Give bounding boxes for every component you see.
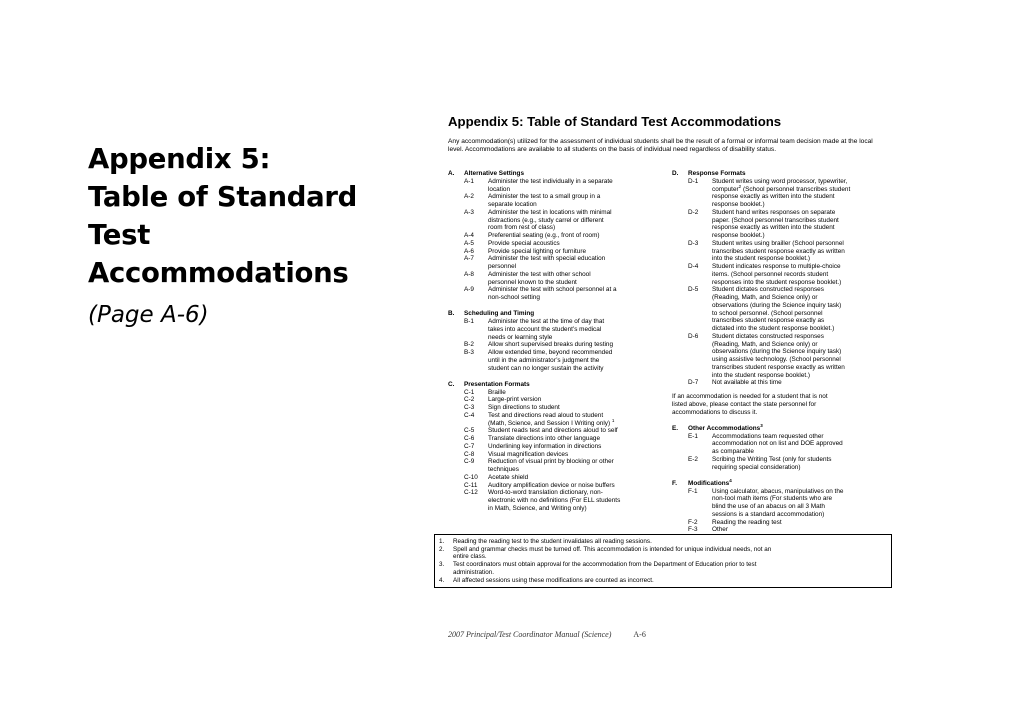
section-title	[688, 422, 763, 433]
item-line: transcribes student response exactly as	[712, 317, 825, 325]
section-gap	[672, 416, 894, 425]
item-line: to school personnel. (School personnel	[712, 309, 823, 317]
item-code: A-8	[464, 270, 474, 278]
footnote-number: 2.	[439, 545, 445, 553]
item-text	[712, 286, 894, 333]
item-line: Sign directions to student	[488, 404, 560, 411]
accommodation-item	[448, 443, 673, 451]
item-line: sessions is a standard accommodation)	[712, 510, 825, 518]
item-line: room from rest of class)	[488, 224, 556, 232]
item-code: C-3	[464, 404, 475, 411]
unlisted-accommodation-note	[672, 393, 894, 416]
accommodation-item	[672, 333, 894, 380]
item-line: Large-print version	[488, 396, 542, 404]
page-footer	[448, 630, 646, 639]
footnotes-box	[434, 534, 892, 588]
section-heading	[448, 170, 673, 178]
item-code: C-5	[464, 427, 475, 435]
item-code: D-4	[688, 263, 699, 270]
item-line: distractions (e.g., study carrel or different	[488, 216, 604, 224]
item-code: A-3	[464, 208, 474, 216]
section-title	[464, 310, 534, 318]
item-text	[488, 412, 673, 428]
item-code: C-10	[464, 473, 478, 481]
accommodation-item	[672, 263, 894, 286]
item-text	[712, 209, 894, 240]
item-text	[712, 526, 894, 534]
section-title	[688, 170, 746, 178]
section-letter: E.	[672, 424, 679, 432]
item-line-text: (Math, Science, and Session I Writing only)	[488, 419, 611, 427]
item-line: Not available at this time	[712, 379, 782, 387]
item-text	[488, 489, 673, 512]
accommodation-item	[448, 396, 673, 404]
item-text	[488, 389, 673, 397]
item-line: observations (during the Science inquiry task)	[712, 301, 842, 309]
item-line: Administer the test with special education	[488, 255, 606, 263]
item-text	[488, 318, 673, 341]
section-letter: D.	[672, 170, 679, 177]
item-text	[488, 482, 673, 490]
slide-title-line: Test	[88, 219, 151, 251]
item-line: non-tool math items (For students who are	[712, 495, 833, 503]
item-line: items. (School personnel records student	[712, 270, 829, 278]
item-code: C-4	[464, 411, 475, 419]
item-text	[488, 451, 673, 459]
item-text	[488, 286, 673, 302]
accommodation-item	[448, 271, 673, 287]
item-text	[488, 458, 673, 474]
accommodation-item	[672, 178, 894, 209]
accommodation-item	[672, 286, 894, 333]
item-line: using assistive technology. (School personnel	[712, 356, 841, 363]
item-text	[712, 456, 894, 472]
item-code: A-6	[464, 247, 474, 255]
document-intro: Any accommodation(s) utilized for the assessment of individual students shall be the result of a formal or informal team decision made at the local level. Accommodations are available to all students on the basis of individual need regardless of disability status.	[448, 138, 873, 153]
item-text	[488, 443, 673, 451]
item-code: C-11	[464, 481, 478, 489]
item-text	[488, 178, 673, 194]
accommodation-item	[448, 240, 673, 248]
item-line	[488, 417, 673, 428]
item-line: dictated into the student response booklet.)	[712, 325, 835, 332]
item-code: E-1	[688, 432, 698, 440]
section-gap	[672, 471, 894, 480]
item-text	[488, 341, 673, 349]
item-line: into the student response booklet.)	[712, 255, 811, 263]
item-code: C-7	[464, 442, 475, 450]
footnote-text	[453, 538, 652, 546]
accommodation-item	[672, 433, 894, 456]
item-text	[488, 271, 673, 287]
item-line: Acetate shield	[488, 473, 529, 481]
section-title-text: Presentation Formats	[464, 380, 530, 388]
item-line: response booklet.)	[712, 232, 765, 239]
item-line: Word-to-word translation dictionary, non-	[488, 489, 603, 497]
item-code: A-7	[464, 255, 474, 263]
item-line: paper. (School personnel transcribes student	[712, 216, 839, 224]
section-title-text: Scheduling and Timing	[464, 310, 535, 318]
slide-title-line: Table of Standard	[88, 181, 358, 213]
item-line: Student writes using word processor, typewriter,	[712, 177, 848, 185]
section-title	[464, 170, 524, 178]
item-line: Administer the test in locations with minimal	[488, 208, 612, 216]
section-letter: B.	[448, 310, 455, 318]
item-text	[712, 333, 894, 380]
slide-title	[88, 140, 408, 292]
accommodation-item	[672, 209, 894, 240]
slide-title-line: Accommodations	[88, 257, 349, 289]
item-code: F-2	[688, 518, 698, 526]
item-code: C-6	[464, 435, 475, 442]
footnote-number: 4.	[439, 576, 445, 584]
item-text	[712, 178, 894, 209]
item-line: Student dictates constructed responses	[712, 332, 824, 340]
item-line	[712, 183, 894, 194]
document-title: Appendix 5: Table of Standard Test Accommodations	[448, 114, 782, 129]
item-code: B-2	[464, 341, 474, 349]
footnote-ref: 3	[760, 422, 763, 428]
left-column	[448, 170, 673, 513]
note-line: accommodations to discuss it.	[672, 408, 758, 416]
item-line: electronic with no definitions (For ELL students	[488, 497, 621, 504]
item-text	[712, 240, 894, 263]
slide-title-line: Appendix 5:	[88, 143, 271, 175]
accommodation-item	[448, 178, 673, 194]
item-text	[488, 404, 673, 412]
item-line: Translate directions into other language	[488, 435, 601, 442]
footnote-line: administration.	[453, 568, 494, 576]
item-line: Provide special acoustics	[488, 239, 560, 247]
item-code: F-3	[688, 526, 698, 534]
item-code: E-2	[688, 455, 698, 463]
section-heading	[448, 310, 673, 318]
item-line: Provide special lighting or furniture	[488, 247, 587, 255]
item-line: Auditory amplification device or noise buffers	[488, 481, 615, 489]
item-text	[488, 349, 673, 372]
item-code: D-6	[688, 332, 699, 340]
accommodation-item	[448, 489, 673, 512]
item-line: Allow extended time, beyond recommended	[488, 349, 613, 356]
item-line: Administer the test to a small group in a	[488, 193, 601, 201]
item-line: Other	[712, 526, 728, 534]
footnote-ref: 1	[611, 417, 615, 423]
item-code: C-1	[464, 388, 475, 396]
item-line-text: computer	[712, 185, 739, 193]
item-line: until in the administrator’s judgment the	[488, 356, 600, 364]
item-text	[712, 263, 894, 286]
section-letter: F.	[672, 479, 677, 487]
footnote-number: 3.	[439, 561, 445, 569]
section-gap	[448, 302, 673, 311]
section-title-text: Response Formats	[688, 170, 746, 177]
accommodation-item	[448, 404, 673, 412]
item-code: D-2	[688, 208, 699, 216]
item-line: Administer the test with school personnel at a	[488, 286, 617, 294]
item-line: (Reading, Math, and Science only) or	[712, 294, 818, 301]
accommodation-item	[448, 349, 673, 372]
item-text	[488, 427, 673, 435]
item-line: personnel	[488, 263, 517, 270]
item-line: Scribing the Writing Test (only for students	[712, 455, 832, 463]
item-line: Student indicates response to multiple-choice	[712, 263, 841, 270]
item-text	[488, 240, 673, 248]
item-line: Allow short supervised breaks during testing	[488, 341, 614, 349]
accommodation-item	[448, 474, 673, 482]
item-line: Administer the test at the time of day that	[488, 318, 605, 325]
footnote	[439, 538, 887, 546]
item-code: D-1	[688, 177, 699, 185]
right-column	[672, 170, 894, 534]
footnote-line: All affected sessions using these modifications are counted as incorrect.	[453, 576, 654, 584]
item-line: Test and directions read aloud to student	[488, 411, 604, 419]
item-line: transcribes student response exactly as written	[712, 247, 845, 255]
item-line: observations (during the Science inquiry task)	[712, 348, 842, 356]
accommodation-item	[672, 456, 894, 472]
footer-manual-title: 2007 Principal/Test Coordinator Manual (Science)	[448, 630, 612, 639]
footnote-ref: 2	[738, 183, 742, 189]
item-line: (Reading, Math, and Science only) or	[712, 340, 818, 348]
footer-page-number: A-6	[633, 630, 646, 639]
item-line: separate location	[488, 201, 537, 208]
footnote-line: Spell and grammar checks must be turned off. This accommodation is intended for unique individual needs, not an	[453, 545, 772, 553]
footnote-line: Test coordinators must obtain approval for the accommodation from the Department of Education prior to test	[453, 561, 757, 569]
item-line: in Math, Science, and Writing only)	[488, 504, 587, 512]
note-line: If an accommodation is needed for a student that is not	[672, 393, 828, 400]
section-title	[688, 477, 732, 488]
item-code: D-5	[688, 286, 699, 294]
item-text	[488, 255, 673, 271]
item-line: Braille	[488, 388, 506, 396]
slide-title-block	[88, 140, 408, 328]
item-code: B-3	[464, 349, 474, 356]
item-code: C-8	[464, 450, 475, 458]
item-code: F-1	[688, 487, 698, 495]
item-code: A-5	[464, 239, 474, 247]
item-text	[712, 433, 894, 456]
note-line: listed above, please contact the state personnel for	[672, 400, 817, 408]
item-line: needs or learning style	[488, 333, 553, 341]
item-code: B-1	[464, 318, 474, 325]
section-title-text: Alternative Settings	[464, 170, 525, 177]
item-line: Administer the test individually in a separate	[488, 177, 613, 185]
item-line: Visual magnification devices	[488, 450, 569, 458]
footnote-line: entire class.	[453, 553, 487, 561]
item-text	[712, 379, 894, 387]
accommodation-item	[672, 519, 894, 527]
item-line: transcribes student response exactly as written	[712, 363, 845, 371]
section-letter: C.	[448, 380, 455, 388]
item-line: takes into account the student’s medical	[488, 325, 602, 333]
item-line: location	[488, 185, 511, 193]
item-line: Administer the test with other school	[488, 270, 591, 278]
section-heading	[448, 381, 673, 389]
item-text	[488, 396, 673, 404]
item-code: D-7	[688, 379, 699, 387]
accommodation-item	[448, 412, 673, 428]
footnote-text	[453, 577, 654, 585]
item-line: Preferential seating (e.g., front of room)	[488, 232, 600, 239]
accommodation-item	[448, 482, 673, 490]
item-text	[712, 488, 894, 519]
accommodation-item	[672, 379, 894, 387]
item-line: techniques	[488, 466, 519, 473]
accommodation-item	[448, 193, 673, 209]
item-line: Reading the reading test	[712, 518, 782, 526]
item-text	[488, 193, 673, 209]
item-code: A-4	[464, 232, 474, 239]
accommodation-item	[672, 240, 894, 263]
item-line: Student writes using brailler (School personnel	[712, 239, 844, 247]
accommodation-item	[448, 427, 673, 435]
item-text	[488, 209, 673, 232]
slide-subtitle: (Page A-6)	[88, 302, 209, 328]
item-code: A-2	[464, 193, 474, 201]
footnote-text	[453, 561, 756, 576]
footnote-number: 1.	[439, 538, 445, 545]
document-image	[432, 112, 900, 652]
accommodation-item	[448, 248, 673, 256]
section-heading	[672, 170, 894, 178]
item-line: personnel known to the student	[488, 278, 577, 286]
item-line: into the student response booklet.)	[712, 371, 811, 379]
item-line: Accommodations team requested other	[712, 432, 824, 440]
item-code: D-3	[688, 239, 699, 247]
item-code: C-12	[464, 489, 478, 497]
item-line: Using calculator, abacus, manipulatives on the	[712, 487, 844, 495]
item-line: accommodation not on list and DOE approved	[712, 440, 843, 448]
item-line: response exactly as written into the student	[712, 193, 835, 201]
accommodation-item	[448, 286, 673, 302]
accommodation-item	[448, 318, 673, 341]
item-line-text: (School personnel transcribes student	[742, 185, 851, 193]
item-code: C-2	[464, 396, 475, 404]
section-title-text: Other Accommodations	[688, 424, 761, 432]
footnote-ref: 4	[729, 477, 732, 483]
item-line: blind the use of an abacus on all 3 Math	[712, 503, 825, 510]
section-title	[464, 381, 530, 389]
item-line: non-school setting	[488, 294, 540, 301]
item-code: A-9	[464, 286, 474, 294]
section-gap	[448, 372, 673, 381]
accommodation-item	[672, 488, 894, 519]
item-line: Student dictates constructed responses	[712, 286, 824, 294]
footnote	[439, 546, 887, 561]
item-line: Student reads test and directions aloud to self	[488, 427, 618, 435]
accommodation-item	[448, 451, 673, 459]
accommodation-item	[448, 341, 673, 349]
item-code: A-1	[464, 177, 474, 185]
item-code: C-9	[464, 458, 475, 466]
section-title-text: Modifications	[688, 479, 730, 487]
section-heading	[672, 477, 894, 488]
item-line: response booklet.)	[712, 201, 765, 208]
item-line: Underlining key information in directions	[488, 442, 602, 450]
section-heading	[672, 422, 894, 433]
item-line: response exactly as written into the student	[712, 224, 835, 232]
section-letter: A.	[448, 170, 455, 177]
accommodation-item	[448, 435, 673, 443]
item-line: as comparable	[712, 448, 754, 455]
accommodation-item	[672, 526, 894, 534]
footnote-line: Reading the reading test to the student invalidates all reading sessions.	[453, 538, 652, 545]
accommodation-item	[448, 255, 673, 271]
accommodation-item	[448, 389, 673, 397]
item-text	[488, 248, 673, 256]
accommodation-item	[448, 232, 673, 240]
accommodation-item	[448, 458, 673, 474]
footnote	[439, 561, 887, 576]
item-text	[488, 435, 673, 443]
item-line: student can no longer sustain the activity	[488, 364, 604, 372]
item-line: Reduction of visual print by blocking or other	[488, 458, 614, 466]
item-line: Student hand writes responses on separate	[712, 208, 836, 216]
footnote-text	[453, 546, 771, 561]
item-line: responses into the student response booklet.)	[712, 278, 842, 286]
accommodation-item	[448, 209, 673, 232]
footnote	[439, 577, 887, 585]
item-text	[488, 474, 673, 482]
item-text	[712, 519, 894, 527]
item-text	[488, 232, 673, 240]
item-line: requiring special consideration)	[712, 463, 801, 471]
